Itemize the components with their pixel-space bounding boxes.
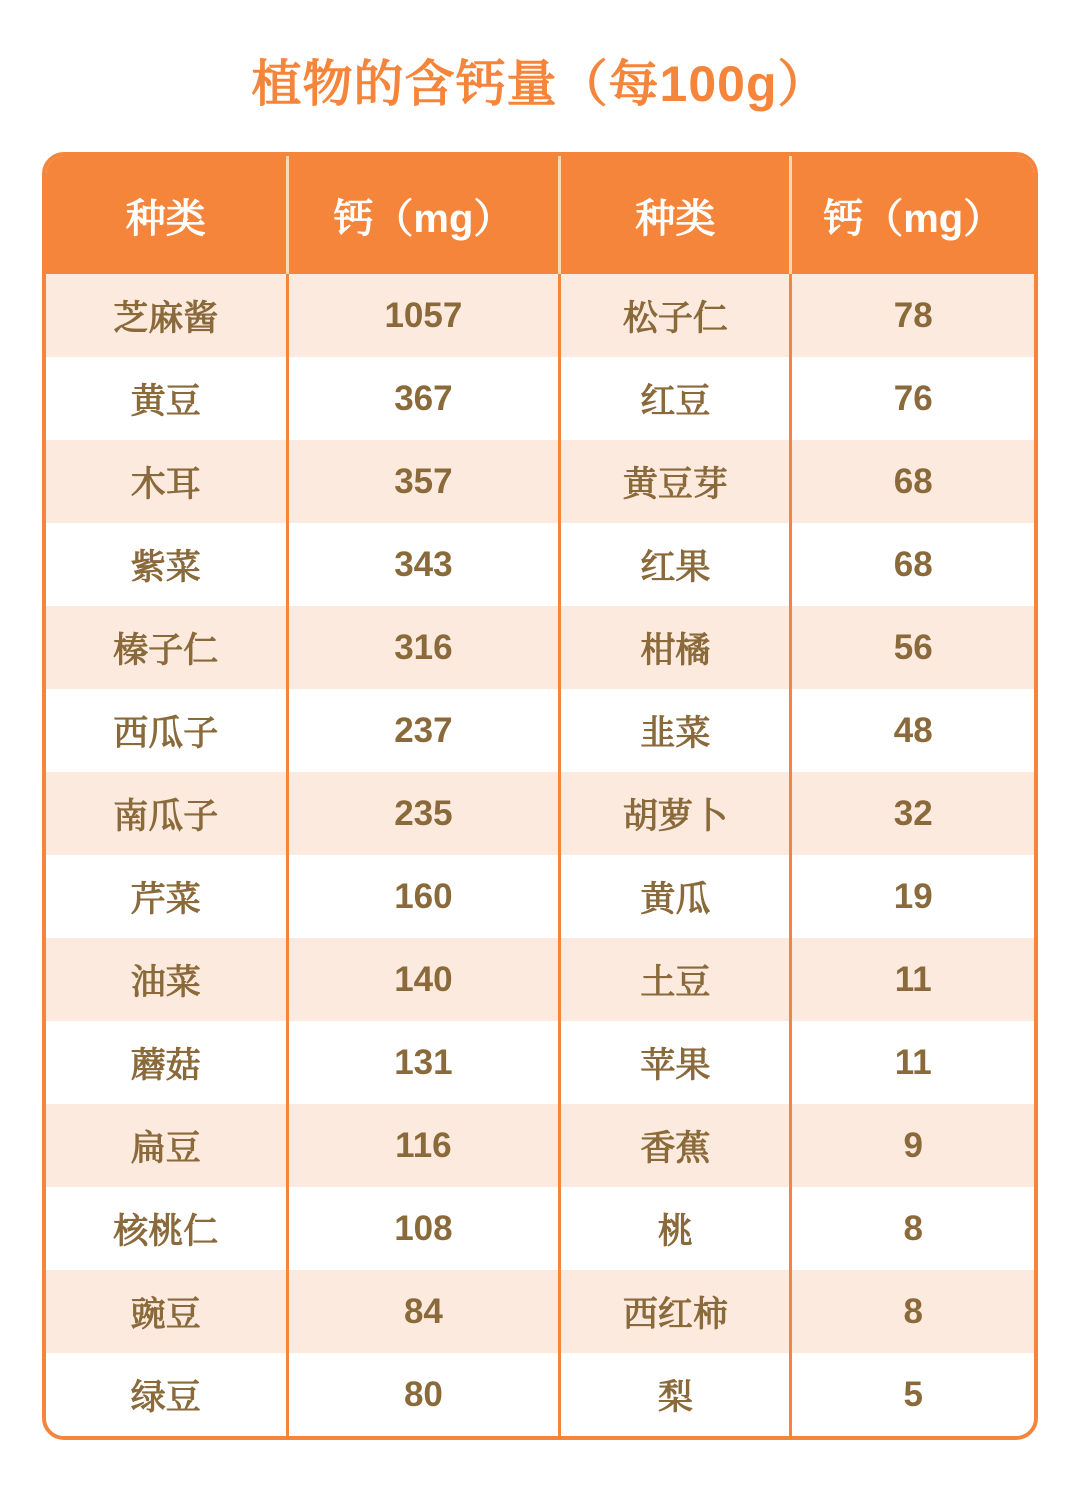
cell-calcium-right: 56	[791, 606, 1034, 689]
cell-calcium-right: 19	[791, 855, 1034, 938]
cell-calcium-right: 11	[791, 938, 1034, 1021]
table-row	[46, 689, 1034, 772]
cell-calcium-left: 237	[287, 689, 560, 772]
cell-type-left: 西瓜子	[46, 689, 287, 772]
cell-calcium-right: 9	[791, 1104, 1034, 1187]
cell-type-right: 苹果	[560, 1021, 791, 1104]
table-row	[46, 1353, 1034, 1436]
column-header-calcium-2: 钙（mg）	[791, 156, 1034, 274]
cell-calcium-left: 108	[287, 1187, 560, 1270]
table-header	[46, 156, 1034, 274]
cell-calcium-left: 367	[287, 357, 560, 440]
cell-type-right: 柑橘	[560, 606, 791, 689]
cell-type-left: 豌豆	[46, 1270, 287, 1353]
calcium-table-container	[42, 152, 1038, 1440]
table-row	[46, 440, 1034, 523]
cell-type-left: 黄豆	[46, 357, 287, 440]
table-row	[46, 1104, 1034, 1187]
table-row	[46, 523, 1034, 606]
column-header-calcium-1: 钙（mg）	[287, 156, 560, 274]
cell-type-right: 西红柿	[560, 1270, 791, 1353]
cell-calcium-left: 160	[287, 855, 560, 938]
cell-type-right: 土豆	[560, 938, 791, 1021]
cell-type-right: 香蕉	[560, 1104, 791, 1187]
cell-type-left: 蘑菇	[46, 1021, 287, 1104]
cell-calcium-right: 68	[791, 440, 1034, 523]
cell-type-right: 红果	[560, 523, 791, 606]
cell-calcium-right: 76	[791, 357, 1034, 440]
table-row	[46, 1270, 1034, 1353]
table-row	[46, 606, 1034, 689]
calcium-table	[46, 156, 1034, 1436]
cell-type-left: 绿豆	[46, 1353, 287, 1436]
cell-type-right: 黄瓜	[560, 855, 791, 938]
cell-type-right: 韭菜	[560, 689, 791, 772]
cell-type-right: 胡萝卜	[560, 772, 791, 855]
cell-calcium-left: 84	[287, 1270, 560, 1353]
cell-type-left: 油菜	[46, 938, 287, 1021]
cell-calcium-left: 1057	[287, 274, 560, 357]
cell-calcium-left: 80	[287, 1353, 560, 1436]
cell-type-right: 梨	[560, 1353, 791, 1436]
cell-type-left: 南瓜子	[46, 772, 287, 855]
cell-calcium-left: 316	[287, 606, 560, 689]
table-row	[46, 1021, 1034, 1104]
table-row	[46, 772, 1034, 855]
column-header-type-1: 种类	[46, 156, 287, 274]
cell-type-right: 黄豆芽	[560, 440, 791, 523]
cell-calcium-left: 343	[287, 523, 560, 606]
cell-calcium-right: 5	[791, 1353, 1034, 1436]
cell-type-right: 松子仁	[560, 274, 791, 357]
cell-calcium-right: 8	[791, 1187, 1034, 1270]
cell-type-left: 核桃仁	[46, 1187, 287, 1270]
cell-type-left: 榛子仁	[46, 606, 287, 689]
cell-calcium-right: 78	[791, 274, 1034, 357]
cell-type-left: 木耳	[46, 440, 287, 523]
column-header-type-2: 种类	[560, 156, 791, 274]
cell-type-right: 桃	[560, 1187, 791, 1270]
table-row	[46, 938, 1034, 1021]
cell-type-left: 芝麻酱	[46, 274, 287, 357]
table-row	[46, 1187, 1034, 1270]
cell-calcium-right: 68	[791, 523, 1034, 606]
cell-calcium-right: 11	[791, 1021, 1034, 1104]
cell-calcium-right: 48	[791, 689, 1034, 772]
cell-type-left: 紫菜	[46, 523, 287, 606]
cell-calcium-left: 131	[287, 1021, 560, 1104]
cell-type-right: 红豆	[560, 357, 791, 440]
table-row	[46, 357, 1034, 440]
table-row	[46, 274, 1034, 357]
cell-calcium-left: 357	[287, 440, 560, 523]
table-row	[46, 855, 1034, 938]
page-title: 植物的含钙量（每100g）	[251, 56, 829, 112]
table-header-row	[46, 156, 1034, 274]
cell-calcium-right: 8	[791, 1270, 1034, 1353]
cell-type-left: 扁豆	[46, 1104, 287, 1187]
cell-calcium-right: 32	[791, 772, 1034, 855]
cell-type-left: 芹菜	[46, 855, 287, 938]
cell-calcium-left: 235	[287, 772, 560, 855]
table-body	[46, 274, 1034, 1436]
cell-calcium-left: 116	[287, 1104, 560, 1187]
cell-calcium-left: 140	[287, 938, 560, 1021]
